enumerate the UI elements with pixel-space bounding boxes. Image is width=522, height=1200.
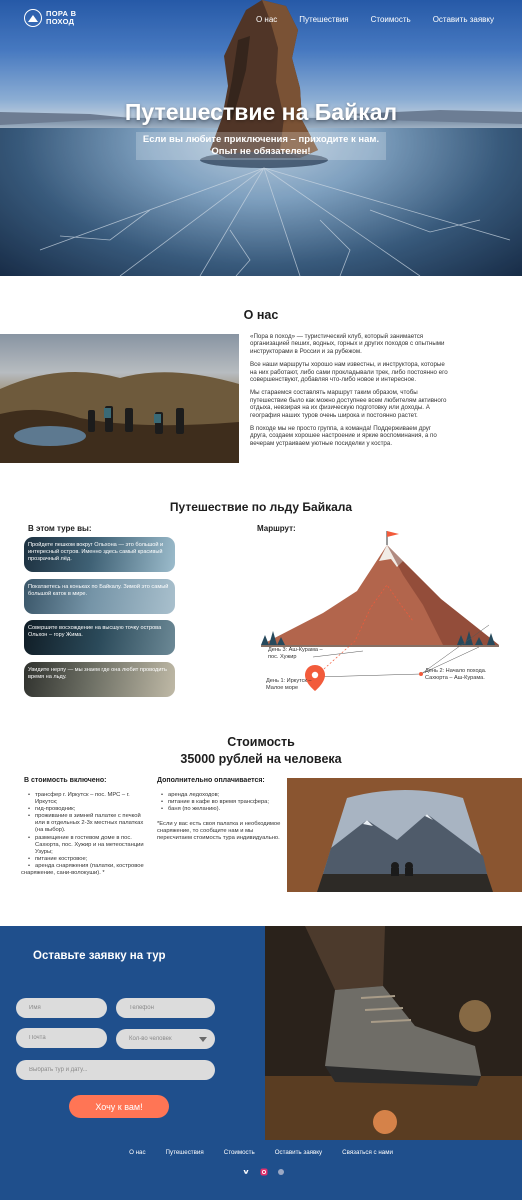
tour-card-walk[interactable] [24,537,175,572]
price-title: Стоимость [227,735,295,749]
list-item: • питание в кафе во время трансфера; [161,799,286,806]
route-day1: День 1: Иркутск – Малое море [266,678,312,691]
tour-label: В этом туре вы: [28,524,92,533]
mountain-logo-icon [24,9,42,27]
extra-title: Дополнительно оплачивается: [157,777,265,784]
main-nav [256,15,494,24]
footer-link-contact[interactable]: Связаться с нами [342,1149,393,1156]
nav-item-travels[interactable]: Путешествия [299,15,349,24]
instagram-icon[interactable] [260,1168,268,1176]
about-title: О нас [243,308,279,322]
tour-card-skating[interactable] [24,579,175,614]
list-item: • аренда ледоходов; [161,792,286,799]
about-paragraph: «Пора в поход» — туристический клуб, который занимается организацией пеших, водных, горных и других походов с опытными инструкторами в России и за рубежом. [250,333,445,355]
footer-nav [0,1149,522,1156]
route-day3: День 3: Аш-Курама – пос. Хужир [268,647,323,660]
hero-subtitle [136,132,386,160]
price-amount: 35000 рублей на человека [180,752,342,766]
submit-button[interactable]: Хочу к вам! [69,1095,169,1118]
tour-card-seal[interactable] [24,662,175,697]
contact-icon[interactable] [277,1168,285,1176]
extra-list [161,792,286,813]
price-note: *Если у вас есть своя палатка и необходимое снаряжение, то сообщите нам и мы пересчитаем стоимость тура индивидуально. [157,821,281,842]
instagram-glyph [260,1168,268,1176]
route-label: Маршрут: [257,524,296,533]
hero-subtitle-line-1: Если вы любите приключения – приходите к нам. [142,134,380,145]
vk-glyph [243,1168,251,1176]
footer-link-travels[interactable]: Путешествия [165,1149,204,1156]
about-hikers-photo [0,334,239,463]
list-item: • гид-проводник; [28,806,148,813]
list-item: • трансфер г. Иркутск – пос. МРС – г. Иркутск; [28,792,148,806]
vk-icon[interactable] [243,1168,251,1176]
tour-card-text: Пройдете пешком вокруг Ольхона — это большой и интересный остров. Именно здесь самый красивый прозрачный лёд. [28,542,164,562]
about-paragraph: В походе мы не просто группа, а команда! Поддерживаем друг друга, создаем хорошее настроение и яркие воспоминания, а по вечерам устраиваем уютные посиделки у костра. [250,425,437,447]
people-count-select[interactable] [116,1029,215,1049]
footer-link-about[interactable]: О нас [129,1149,146,1156]
logo-line-2: ПОХОД [46,17,75,26]
logo-text [46,10,82,26]
about-text [250,333,450,453]
nav-item-request[interactable]: Оставить заявку [432,15,494,24]
tour-card-ascent[interactable] [24,620,175,655]
form-title: Оставьте заявку на тур [33,950,166,962]
tour-date-field[interactable] [16,1060,215,1080]
route-map [253,525,503,705]
phone-field[interactable] [116,998,215,1018]
list-item: • аренда снаряжения (палатки, костровое [28,863,148,870]
people-count-placeholder: Кол-во человек [129,1036,172,1042]
ice-title: Путешествие по льду Байкала [169,500,353,514]
logo-line-1: ПОРА В [46,9,77,18]
list-item: • размещение в гостевом доме в пос. Сахюрта, пос. Хужир и на метеостанции Узуры; [28,835,148,856]
hero-subtitle-line-2: Опыт не обязателен! [211,146,311,157]
about-paragraph: Все наши маршруты хорошо нам известны, и инструктора, которые на них работают, либо сами прокладывали трек, либо постоянно его совершенствуют, добавляя что-либо новое и интересное. [250,361,448,384]
name-field[interactable] [16,998,107,1018]
nav-item-price[interactable]: Стоимость [370,15,411,24]
email-field[interactable] [16,1028,107,1048]
tour-card-text: Увидите нерпу — мы знаем где она любит проводить время на льду. [28,667,167,680]
footer-link-request[interactable]: Оставить заявку [274,1149,323,1156]
nav-item-about[interactable]: О нас [255,15,278,24]
hiking-boot-illustration [265,926,522,1140]
route-day2: День 2: Начало похода. Сахюрта – Аш-Курама. [425,668,487,681]
tour-card-text: Совершите восхождение на высшую точку острова Ольхон – гору Жима. [28,625,162,638]
contact-glyph [277,1168,285,1176]
list-item: • питание костровое; [28,856,148,863]
about-paragraph: Мы стараемся составлять маршрут таким образом, чтобы путешествие было как можно доступнее всем любителям активного отдыха, невзирая на их физическую подготовку или доходы. А география наших туров очень широка и постоянно растет. [250,389,447,419]
footer-link-price[interactable]: Стоимость [223,1149,255,1156]
included-list [21,792,148,877]
tour-card-text: Покатаетесь на коньках по Байкалу. Зимой это самый большой каток в мире. [28,584,169,597]
chevron-down-icon [199,1037,207,1042]
logo[interactable] [24,9,82,27]
list-item-continuation: снаряжение, сани-волокуши). * [21,870,105,877]
hero-title: Путешествие на Байкал [124,99,398,125]
included-title: В стоимость включено: [24,777,107,784]
tent-photo [287,778,522,892]
tent-view-illustration [287,778,522,892]
list-item: • проживание в зимней палатке с печкой или в отдельных 2-3х местных палатках (на выбор). [28,813,148,834]
list-item: • баня (по желанию). [161,806,286,813]
hikers-illustration [0,334,239,463]
boot-photo [265,926,522,1140]
